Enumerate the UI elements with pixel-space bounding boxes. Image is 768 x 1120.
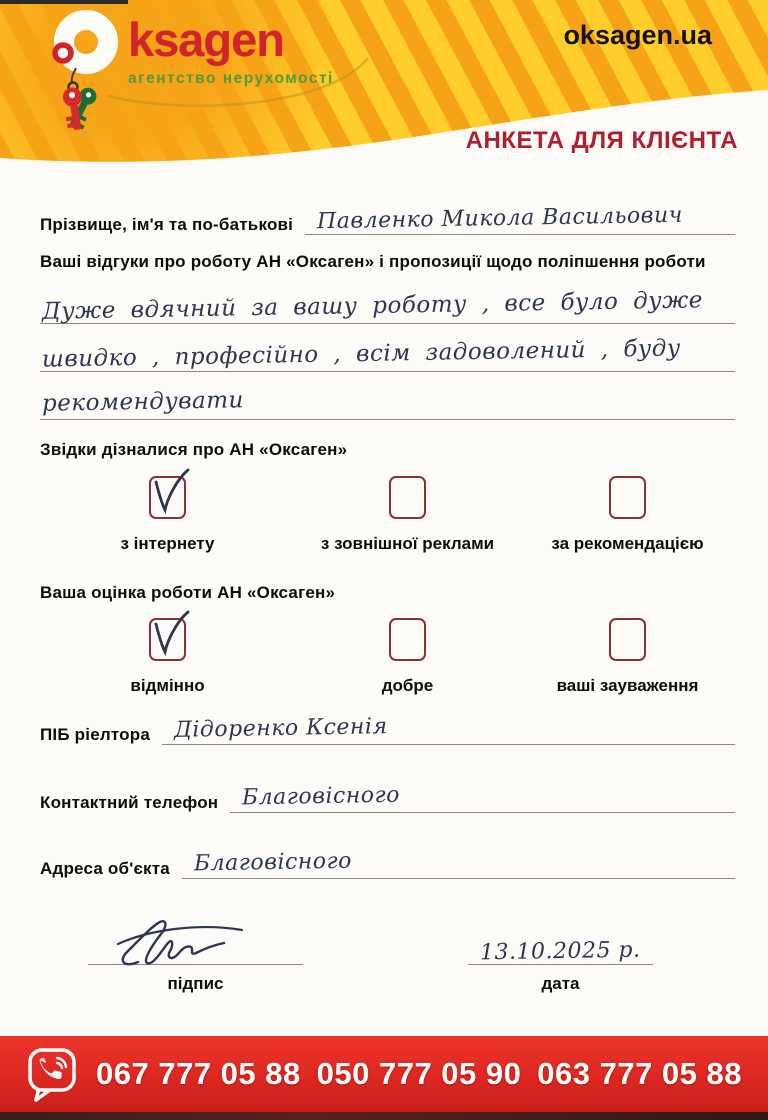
checkbox-internet [149,476,186,519]
checkbox-excellent [149,618,186,661]
option-label: з інтернету [120,534,215,553]
phone-numbers [96,1056,742,1092]
footer-phone-banner [0,1036,768,1112]
section-label-source: Звідки дізналися про АН «Оксаген» [40,440,348,459]
option-label: відмінно [130,676,205,695]
field-label-realtor: ПІБ ріелтора [40,725,150,744]
handwritten-feedback-line-3: рекомендувати [41,387,245,417]
option-recommendation [520,476,735,554]
option-label: з зовнішної реклами [320,534,495,553]
scan-edge-artifact [0,0,128,4]
phone-number-1: 067 777 05 88 [96,1056,301,1091]
field-object-address [40,840,735,879]
handwritten-checkmark [152,610,190,658]
checkbox-remarks [609,618,646,661]
field-full-name [40,196,735,235]
field-label-address: Адреса об'єкта [40,859,170,878]
section-label-rating: Ваша оцінка роботи АН «Оксаген» [40,583,336,602]
option-label: ваші зауваження [556,676,699,695]
write-line [40,371,735,420]
checkbox-outdoor-ads [389,476,426,519]
source-options [40,476,735,554]
scan-edge-artifact [0,1112,768,1120]
handwritten-name: Павленко Микола Васильович [316,202,684,235]
header-banner [0,0,768,170]
brand-tagline: агентство нерухомості [128,70,334,87]
option-good [295,618,520,696]
checkbox-recommendation [609,476,646,519]
write-line [40,323,735,372]
phone-number-2: 050 777 05 90 [316,1056,522,1091]
handwritten-feedback-line-2: швидко , професійно , всім задоволений , буду [41,335,681,373]
signature-line [88,924,303,965]
field-label-name: Прізвище, ім'я та по-батькові [40,215,294,234]
website-url: oksagen.ua [563,20,712,50]
option-label: за рекомендацією [551,534,704,553]
handwritten-checkmark [152,468,190,516]
field-realtor [40,706,735,745]
viber-phone-icon [26,1046,80,1102]
field-label-phone: Контактний телефон [40,793,219,812]
signature-label: підпис [167,974,224,993]
write-line [40,275,735,324]
form-title: АНКЕТА ДЛЯ КЛІЄНТА [465,127,738,154]
handwritten-feedback-line-1: Дуже вдячний за вашу роботу , все було дуже [41,287,704,325]
handwritten-date: 13.10.2025 р. [479,937,641,966]
handwritten-address: Благовісного [193,848,353,877]
option-excellent [40,618,295,696]
write-line [230,774,735,813]
option-label: добре [381,676,434,695]
field-contact-phone [40,774,735,813]
keys-logo-icon [34,6,126,134]
write-line [305,196,735,235]
field-label-feedback: Ваші відгуки про роботу АН «Оксаген» і пропозиції щодо поліпшення роботи [40,252,706,271]
rating-options [40,618,735,696]
handwritten-realtor: Дідоренко Ксенія [173,714,388,743]
phone-number-3: 063 777 05 88 [537,1056,742,1091]
write-line [162,706,735,745]
write-line [182,840,735,879]
handwritten-phone: Благовісного [242,782,401,811]
checkbox-good [389,618,426,661]
option-remarks [520,618,735,696]
brand-name: ksagen [128,13,284,66]
handwritten-signature [106,914,256,972]
option-internet [40,476,295,554]
date-line [468,924,653,965]
date-label: дата [541,974,580,993]
option-outdoor-ads [295,476,520,554]
oksagen-logo [34,6,334,134]
